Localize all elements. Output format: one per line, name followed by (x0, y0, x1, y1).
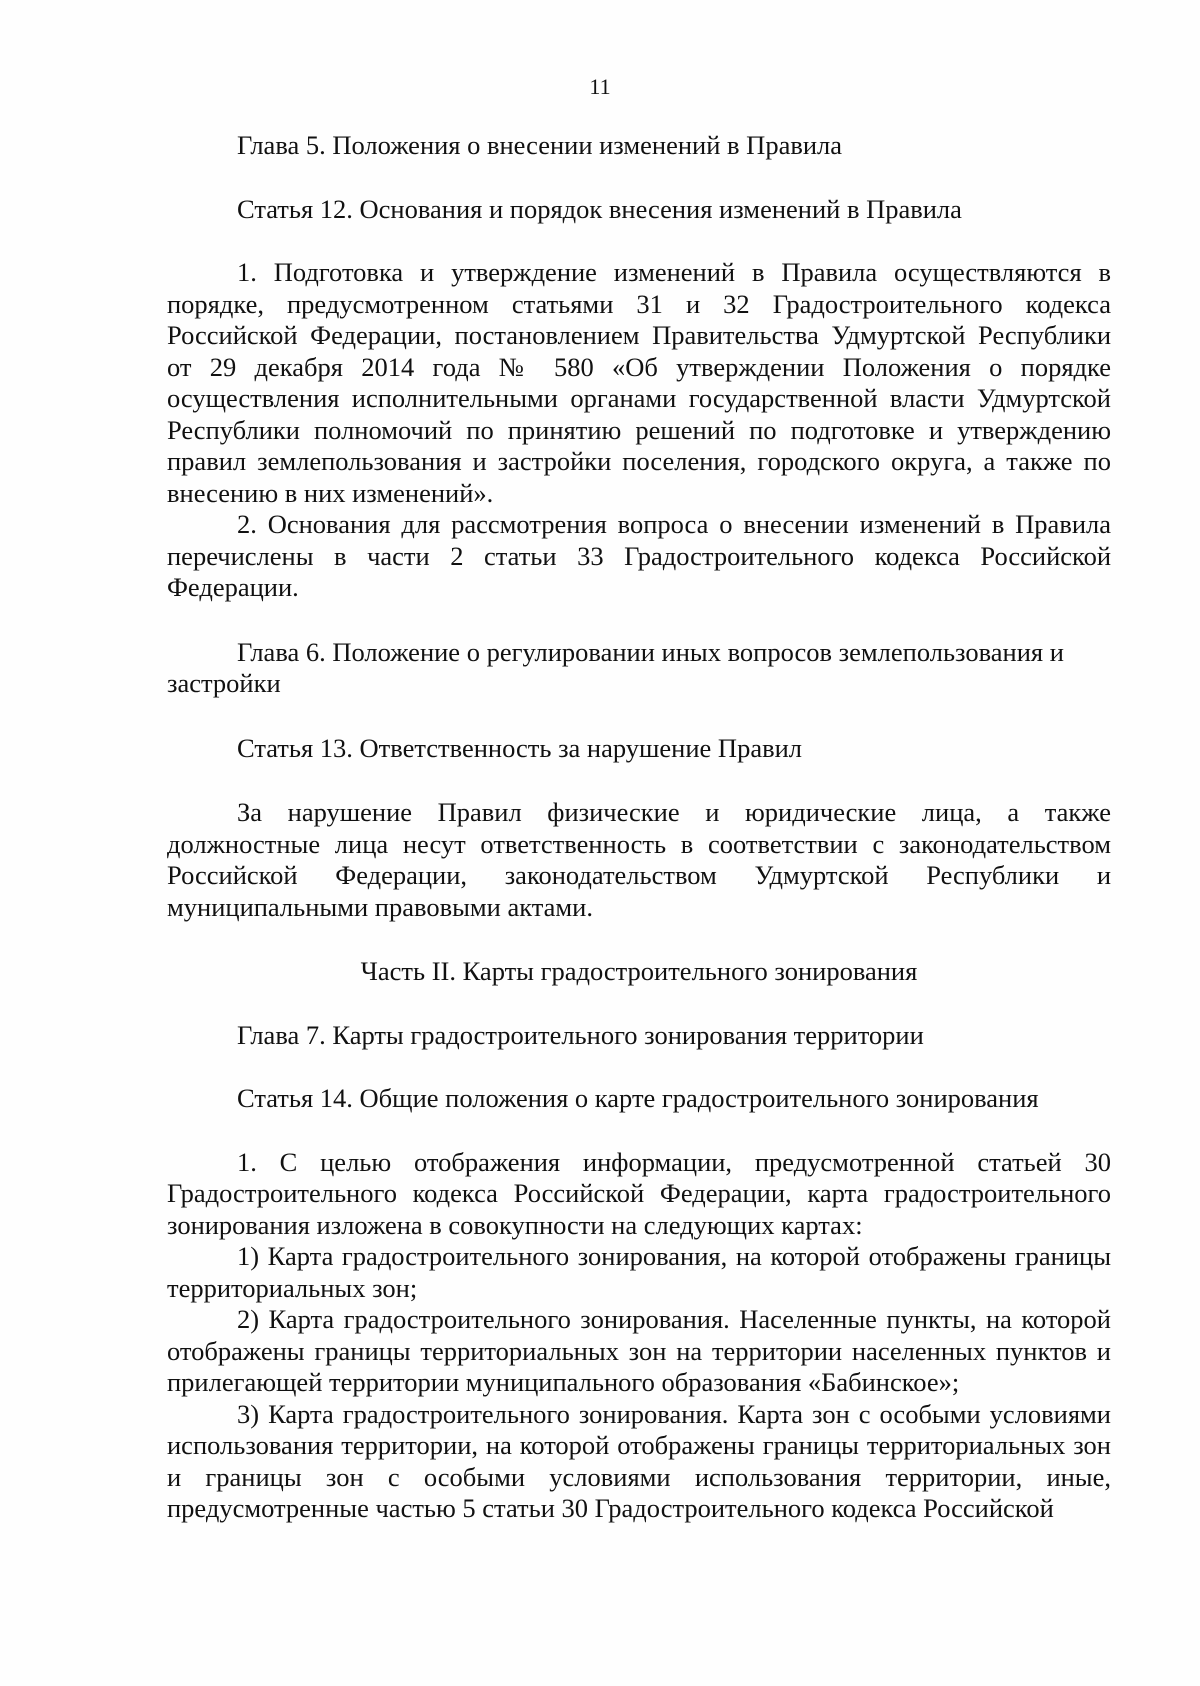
article-12-heading: Статья 12. Основания и порядок внесения изменений в Правила (237, 193, 962, 224)
chapter-5-heading: Глава 5. Положения о внесении изменений в Правила (237, 130, 843, 160)
page-number: 11 (589, 74, 611, 99)
article-14-list-item-2: 2) Карта градостроительного зонирования. Населенные пункты, на которой отображены границы территориальных зон на территории населенных пунктов и прилегающей территории муниципального образования «Бабинское»; (167, 1304, 1111, 1397)
article-14-intro: 1. С целью отображения информации, предусмотренной статьей 30 Градостроительного кодекса Российской Федерации, карта градостроительного зонирования изложена в совокупности на следующих картах: (167, 1146, 1111, 1240)
article-13-paragraph: За нарушение Правил физические и юридические лица, а также должностные лица несут ответственность в соответствии с законодательством Российской Федерации, законодательством Удмуртской Республики и муниципальными правовыми актами. (167, 797, 1111, 922)
article-14-list-item-1: 1) Карта градостроительного зонирования, на которой отображены границы территориальных зон; (167, 1241, 1111, 1303)
part-2-heading: Часть II. Карты градостроительного зонирования (360, 956, 918, 986)
article-12-paragraph-2: 2. Основания для рассмотрения вопроса о внесении изменений в Правила перечислены в части 2 статьи 33 Градостроительного кодекса Российской Федерации. (167, 509, 1111, 602)
article-14-heading: Статья 14. Общие положения о карте градостроительного зонирования (237, 1083, 1039, 1113)
chapter-7-heading: Глава 7. Карты градостроительного зонирования территории (237, 1019, 924, 1050)
article-12-paragraph-1: 1. Подготовка и утверждение изменений в Правила осуществляются в порядке, предусмотренном статьями 31 и 32 Градостроительного кодекса Российской Федерации, постановлением Правительства Удмуртской Республики от 29 декабря 2014 года № 580 «Об утверждении Положения о порядке осуществления исполнительными органами государственной власти Удмуртской Республики полномочий по принятию решений по подготовке и утверждению правил землепользования и застройки поселения, городского округа, а также по внесению в них изменений». (167, 257, 1111, 508)
article-14-list-item-3: 3) Карта градостроительного зонирования. Карта зон с особыми условиями использования территории, на которой отображены границы территориальных зон и границы зон с особыми условиями использования территории, иные, предусмотренные частью 5 статьи 30 Градостроительного кодекса Российской (167, 1398, 1111, 1523)
chapter-6-heading: Глава 6. Положение о регулировании иных вопросов землепользования и застройки (167, 636, 1064, 698)
document-body (167, 130, 1111, 1525)
article-13-heading: Статья 13. Ответственность за нарушение Правил (237, 732, 803, 763)
